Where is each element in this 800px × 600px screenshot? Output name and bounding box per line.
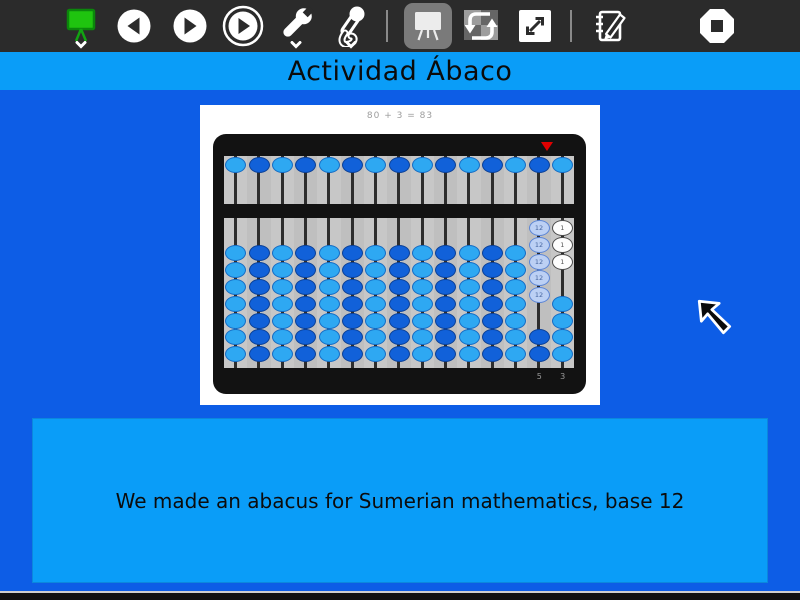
abacus-bead: [459, 157, 480, 173]
abacus-column: [457, 156, 480, 204]
abacus-column: [551, 218, 574, 368]
abacus-bead: [272, 313, 293, 329]
circle-play-icon: [222, 5, 264, 47]
abacus-column: [434, 218, 457, 368]
abacus-bead: [552, 329, 573, 345]
chevron-down-icon[interactable]: [345, 41, 357, 49]
page-title: Actividad Ábaco: [287, 55, 513, 87]
abacus-bead: [435, 279, 456, 295]
abacus-frame-label: 5: [536, 372, 542, 381]
wrench-icon: [276, 6, 316, 46]
abacus-bead: [342, 245, 363, 261]
abacus-column: [504, 156, 527, 204]
abacus-column: [411, 218, 434, 368]
abacus-bead: [459, 296, 480, 312]
abacus-bead: [249, 296, 270, 312]
abacus-column: [481, 218, 504, 368]
abacus-bead: [412, 157, 433, 173]
toolbar-separator: [386, 10, 388, 42]
circle-right-arrow-icon: [172, 8, 208, 44]
abacus-bead: [295, 329, 316, 345]
abacus-bead: [249, 346, 270, 362]
abacus-bead: 12: [529, 254, 550, 270]
abacus-bead: [249, 262, 270, 278]
abacus-bead: [249, 279, 270, 295]
mouse-cursor-icon: [694, 296, 736, 338]
abacus-bead: [552, 296, 573, 312]
slide-abacus-image: [200, 105, 600, 405]
abacus-bead: [389, 279, 410, 295]
abacus-bead: [459, 313, 480, 329]
abacus-bead: [412, 279, 433, 295]
slide-caption-text: We made an abacus for Sumerian mathematics, base 12: [115, 488, 685, 513]
green-easel-icon: [63, 7, 99, 45]
abacus-column: [481, 156, 504, 204]
abacus-bead: [319, 296, 340, 312]
previous-slide-button[interactable]: [112, 4, 156, 48]
title-bar: [0, 52, 800, 90]
bottom-frame-edge: [0, 591, 800, 600]
slide-caption-box[interactable]: [32, 418, 768, 583]
abacus-column: [504, 218, 527, 368]
octagon-stop-icon: [697, 6, 737, 46]
abacus-bead: [319, 245, 340, 261]
chevron-down-icon[interactable]: [290, 41, 302, 49]
abacus-bottom-deck: [224, 218, 574, 368]
abacus-bead: [295, 346, 316, 362]
chevron-down-icon[interactable]: [75, 41, 87, 49]
abacus-bead: [365, 157, 386, 173]
abacus-column: [434, 156, 457, 204]
abacus-column: [317, 218, 340, 368]
presentation-mode-button[interactable]: [404, 3, 452, 49]
abacus-bead: [529, 157, 550, 173]
abacus-bead: [505, 157, 526, 173]
abacus-bead: [319, 346, 340, 362]
abacus-bead: [459, 346, 480, 362]
abacus-column: [387, 218, 410, 368]
abacus-bead: [295, 279, 316, 295]
abacus-bead: [412, 313, 433, 329]
abacus-bead: [295, 313, 316, 329]
abacus-bead: [319, 313, 340, 329]
abacus-bead: [389, 296, 410, 312]
abacus-bead: 1: [552, 237, 573, 253]
abacus-bead: 12: [529, 220, 550, 236]
abacus-bead: [505, 313, 526, 329]
abacus-bead: [505, 296, 526, 312]
easel-screen-icon: [404, 4, 452, 48]
abacus-frame-label: 3: [560, 372, 566, 381]
main-toolbar: [0, 0, 800, 52]
abacus-bead: [225, 313, 246, 329]
abacus-bead: [365, 245, 386, 261]
abacus-bead: [459, 245, 480, 261]
abacus-column: [294, 156, 317, 204]
abacus-bead: 12: [529, 237, 550, 253]
abacus-bead: [482, 313, 503, 329]
fullscreen-button[interactable]: [516, 4, 554, 48]
next-slide-button[interactable]: [168, 4, 212, 48]
abacus-bead: [342, 329, 363, 345]
abacus-bead: [389, 157, 410, 173]
abacus-bead: [482, 279, 503, 295]
toolbar-separator: [570, 10, 572, 42]
abacus-bead: [435, 157, 456, 173]
abacus-bead: [435, 262, 456, 278]
abacus-bead: [225, 279, 246, 295]
abacus-bead: [319, 262, 340, 278]
abacus-column: [364, 156, 387, 204]
abacus-column: [271, 218, 294, 368]
abacus-bead: [365, 313, 386, 329]
expand-arrows-icon: [516, 7, 554, 45]
abacus-bead: [505, 329, 526, 345]
abacus-bead: [249, 245, 270, 261]
abacus-bead: [412, 329, 433, 345]
abacus-column: [527, 156, 550, 204]
abacus-bead: [482, 262, 503, 278]
abacus-bead: [459, 262, 480, 278]
abacus-frame: [213, 134, 586, 394]
abacus-bead: [249, 313, 270, 329]
abacus-bead: [342, 279, 363, 295]
red-triangle-marker: [541, 142, 553, 151]
abacus-bead: [225, 296, 246, 312]
abacus-column: [317, 156, 340, 204]
abacus-bead: [389, 329, 410, 345]
abacus-column: [294, 218, 317, 368]
stop-activity-button[interactable]: [697, 4, 737, 48]
abacus-bead: [319, 157, 340, 173]
abacus-column: [224, 218, 247, 368]
abacus-bead: [552, 157, 573, 173]
abacus-bead: [319, 279, 340, 295]
abacus-bead: [505, 346, 526, 362]
abacus-bead: 1: [552, 254, 573, 270]
abacus-bead: [295, 262, 316, 278]
abacus-bead: [272, 157, 293, 173]
abacus-bead: [435, 346, 456, 362]
abacus-bead: [319, 329, 340, 345]
abacus-bead: [529, 346, 550, 362]
abacus-bead: [482, 346, 503, 362]
play-slideshow-button[interactable]: [221, 4, 265, 48]
abacus-bead: [365, 346, 386, 362]
abacus-bead: [272, 245, 293, 261]
abacus-bead: [342, 313, 363, 329]
abacus-bead: [459, 279, 480, 295]
abacus-bead: [412, 296, 433, 312]
abacus-bead: [225, 346, 246, 362]
cycle-arrows-icon: [461, 7, 501, 45]
abacus-column: [387, 156, 410, 204]
abacus-bead: [342, 157, 363, 173]
abacus-bead: [435, 296, 456, 312]
abacus-column: [247, 218, 270, 368]
abacus-column: [527, 218, 550, 368]
abacus-bead: [272, 346, 293, 362]
abacus-column: [247, 156, 270, 204]
abacus-bead: [505, 262, 526, 278]
abacus-bead: [412, 262, 433, 278]
abacus-bead: [272, 296, 293, 312]
abacus-bead: [389, 346, 410, 362]
abacus-column: [551, 156, 574, 204]
loop-slideshow-button[interactable]: [461, 4, 501, 48]
abacus-bead: [365, 262, 386, 278]
abacus-column: [341, 218, 364, 368]
abacus-column: [341, 156, 364, 204]
abacus-bead: [225, 245, 246, 261]
abacus-bead: [272, 279, 293, 295]
abacus-bead: [389, 262, 410, 278]
abacus-bead: [342, 346, 363, 362]
abacus-bead: [435, 313, 456, 329]
abacus-bead: [482, 329, 503, 345]
abacus-bead: 12: [529, 270, 550, 286]
abacus-bead: [365, 279, 386, 295]
circle-left-arrow-icon: [116, 8, 152, 44]
abacus-bead: 1: [552, 220, 573, 236]
abacus-bead: [552, 313, 573, 329]
abacus-bead: [412, 346, 433, 362]
abacus-bead: [482, 296, 503, 312]
abacus-bead: [225, 262, 246, 278]
abacus-column: [224, 156, 247, 204]
abacus-bead: [249, 157, 270, 173]
abacus-bead: [295, 157, 316, 173]
abacus-bead: [295, 296, 316, 312]
abacus-column: [364, 218, 387, 368]
abacus-bead: [342, 262, 363, 278]
abacus-bead: [272, 329, 293, 345]
abacus-bead: [365, 296, 386, 312]
abacus-bead: [389, 245, 410, 261]
abacus-equation: 80 + 3 = 83: [366, 111, 434, 121]
abacus-bead: [225, 329, 246, 345]
abacus-column: [457, 218, 480, 368]
journal-button[interactable]: [589, 4, 631, 48]
abacus-bead: [482, 245, 503, 261]
abacus-column: [271, 156, 294, 204]
abacus-bead: [435, 329, 456, 345]
abacus-bead: [342, 296, 363, 312]
abacus-bead: [272, 262, 293, 278]
abacus-bead: [225, 157, 246, 173]
abacus-bead: [295, 245, 316, 261]
abacus-bead: 12: [529, 287, 550, 303]
abacus-bead: [435, 245, 456, 261]
abacus-bead: [529, 329, 550, 345]
abacus-bead: [552, 346, 573, 362]
abacus-bead: [505, 279, 526, 295]
abacus-bead: [365, 329, 386, 345]
abacus-bead: [412, 245, 433, 261]
abacus-bead: [505, 245, 526, 261]
notebook-pencil-icon: [589, 5, 631, 47]
abacus-bead: [249, 329, 270, 345]
abacus-bead: [482, 157, 503, 173]
abacus-bead: [459, 329, 480, 345]
abacus-column: [411, 156, 434, 204]
abacus-top-deck: [224, 156, 574, 204]
abacus-bead: [389, 313, 410, 329]
